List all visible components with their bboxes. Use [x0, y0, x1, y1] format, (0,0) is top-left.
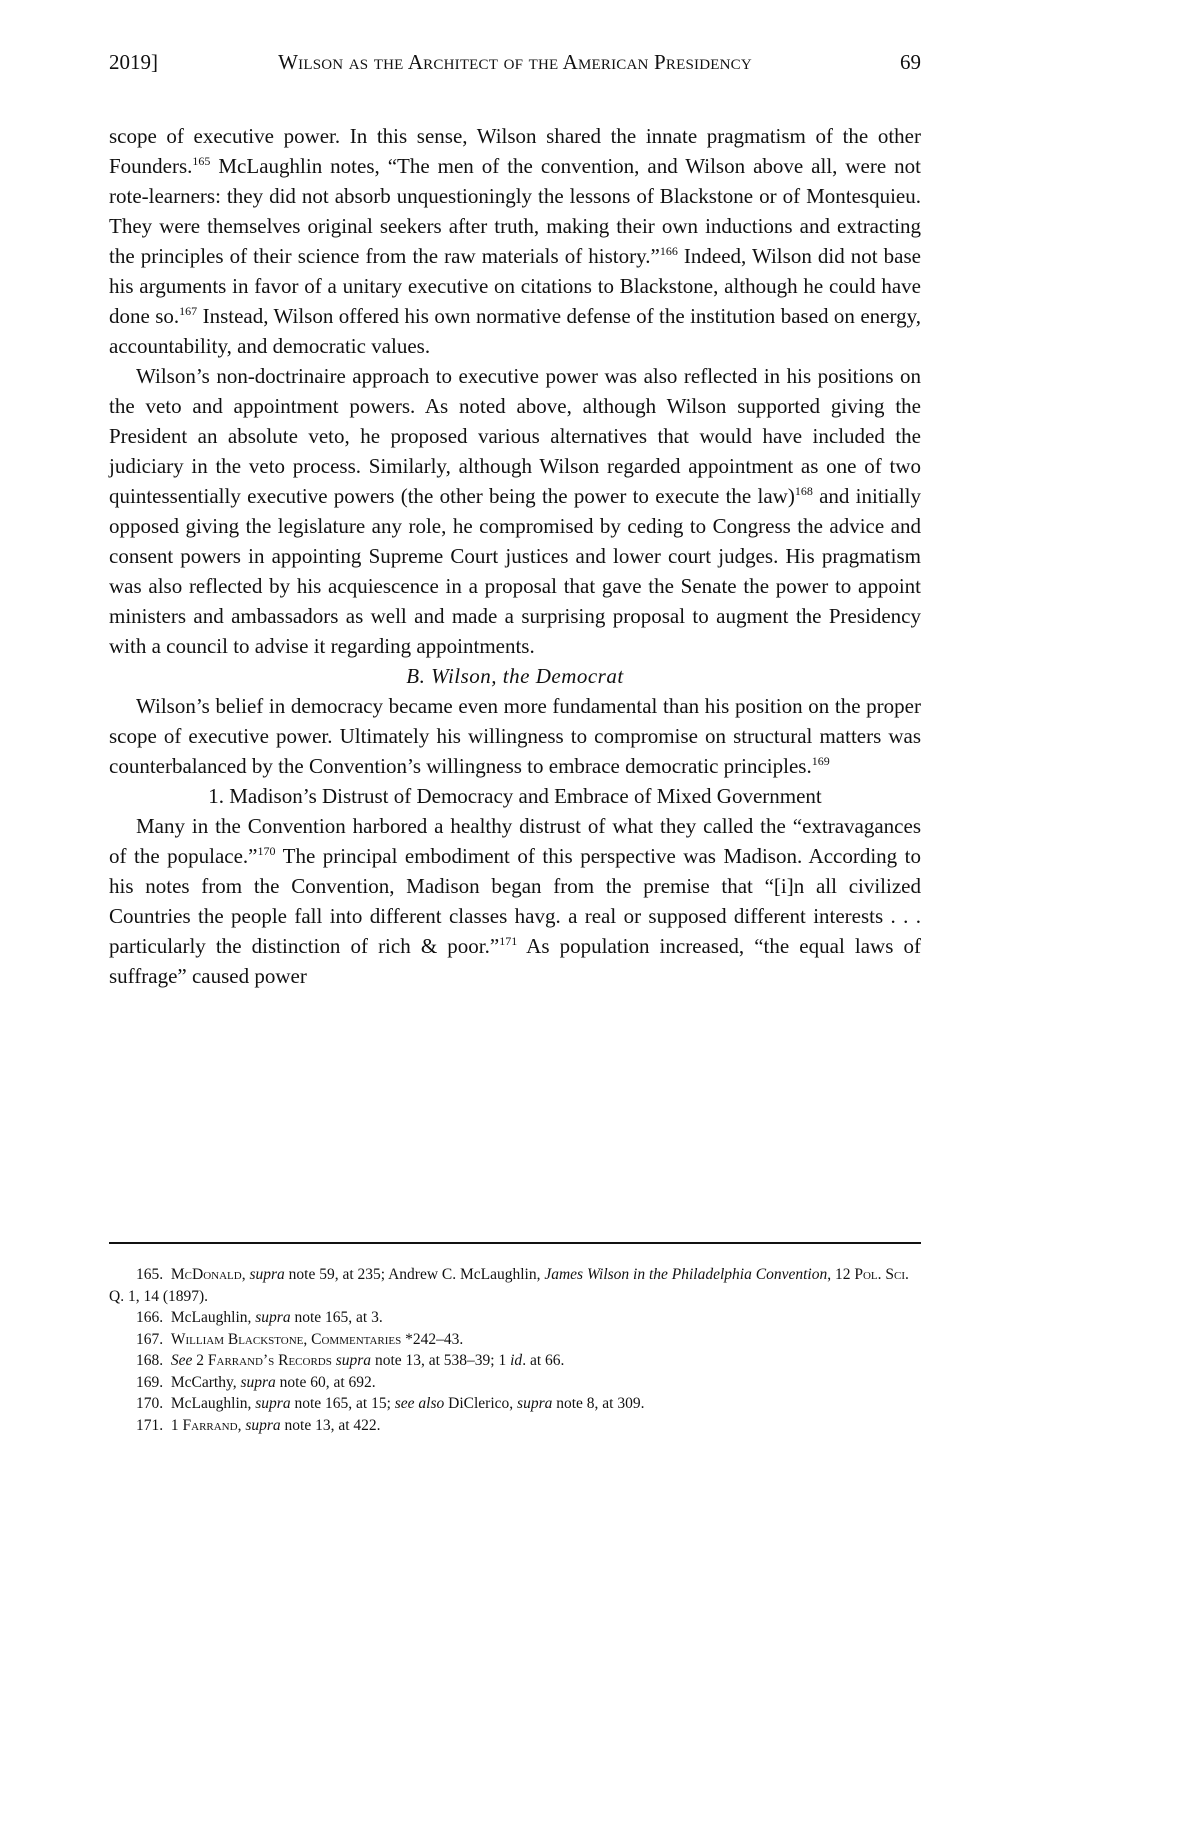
- paragraph: Wilson’s non-doctrinaire approach to executive power was also reflected in his positions on the veto and appointment powers. As noted above, although Wilson supported giving the President an absolute veto, he proposed various alternatives that would have included the judiciary in the veto process. Similarly, although Wilson regarded appointment as one of two quintessentially executive powers (the other being the power to execute the law)$^{168}$ and initially opposed giving the legislature any role, he compromised by ceding to Congress the advice and consent powers in appointing Supreme Court justices and lower court judges. His pragmatism was also reflected by his acquiescence in a proposal that gave the Senate the power to appoint ministers and ambassadors as well and made a surprising proposal to augment the Presidency with a council to advise it regarding appointments.: [109, 364, 921, 658]
- footnote-ref[interactable]: 170: [257, 844, 276, 858]
- running-header: [109, 50, 921, 78]
- paragraph: Many in the Convention harbored a healthy distrust of what they called the “extravagances of the populace.”$^{170}$ The principal embodiment of this perspective was Madison. According to his notes from the Convention, Madison began from the premise that “[i]n all civilized Countries the people fall into different classes havg. a real or supposed different interests . . . particularly the distinction of rich & poor.”$^{171}$ As population increased, “the equal laws of suffrage” caused power: [109, 814, 921, 988]
- footnote-ref[interactable]: 171: [499, 934, 518, 948]
- volume-year: 2019]: [109, 50, 158, 74]
- footnote-ref[interactable]: 166: [659, 244, 678, 258]
- footnote-divider: [109, 1242, 921, 1244]
- section-heading: B. Wilson, the Democrat: [406, 664, 624, 688]
- footnote: 166. McLaughlin, supra note 165, at 3.: [136, 1309, 383, 1326]
- footnote: 168. See 2 Farrand’s Records supra note 13, at 538–39; 1 id. at 66.: [136, 1352, 565, 1369]
- paragraph: scope of executive power. In this sense, Wilson shared the innate pragmatism of the other Founders.$^{165}$ McLaughlin notes, “The men of the convention, and Wilson above all, were not rote-learners: they did not absorb unquestioningly the lessons of Blackstone or of Montesquieu. They were themselves original seekers after truth, making their own inductions and extracting the principles of their science from the raw materials of history.”$^{166}$ Indeed, Wilson did not base his arguments in favor of a unitary executive on citations to Blackstone, although he could have done so.$^{167}$ Instead, Wilson offered his own normative defense of the institution based on energy, accountability, and democratic values.: [109, 124, 921, 358]
- footnote-ref[interactable]: 168: [794, 484, 813, 498]
- subsection-heading: 1. Madison’s Distrust of Democracy and Embrace of Mixed Government: [208, 784, 822, 808]
- paragraph: Wilson’s belief in democracy became even more fundamental than his position on the proper scope of executive power. Ultimately his willingness to compromise on structural matters was counterbalanced by the Convention’s willingness to embrace democratic principles.$^{169}$: [109, 694, 921, 778]
- footnote: 165. McDonald, supra note 59, at 235; Andrew C. McLaughlin, James Wilson in the Philadelphia Convention, 12 Pol. Sci. Q. 1, 14 (1897).: [109, 1266, 909, 1305]
- main-text: [109, 121, 921, 991]
- footnote-ref[interactable]: 165: [192, 154, 211, 168]
- footnote: 169. McCarthy, supra note 60, at 692.: [136, 1373, 376, 1391]
- footnote-ref[interactable]: 169: [811, 754, 830, 768]
- footnote: 170. McLaughlin, supra note 165, at 15; see also DiClerico, supra note 8, at 309.: [136, 1395, 645, 1412]
- footnote: 167. William Blackstone, Commentaries *242–43.: [136, 1330, 464, 1348]
- footnotes: [109, 1264, 921, 1436]
- footnote: 171. 1 Farrand, supra note 13, at 422.: [136, 1416, 381, 1434]
- page-number: 69: [900, 50, 921, 74]
- running-title: Wilson as the Architect of the American Presidency: [278, 50, 752, 74]
- footnote-ref[interactable]: 167: [179, 304, 198, 318]
